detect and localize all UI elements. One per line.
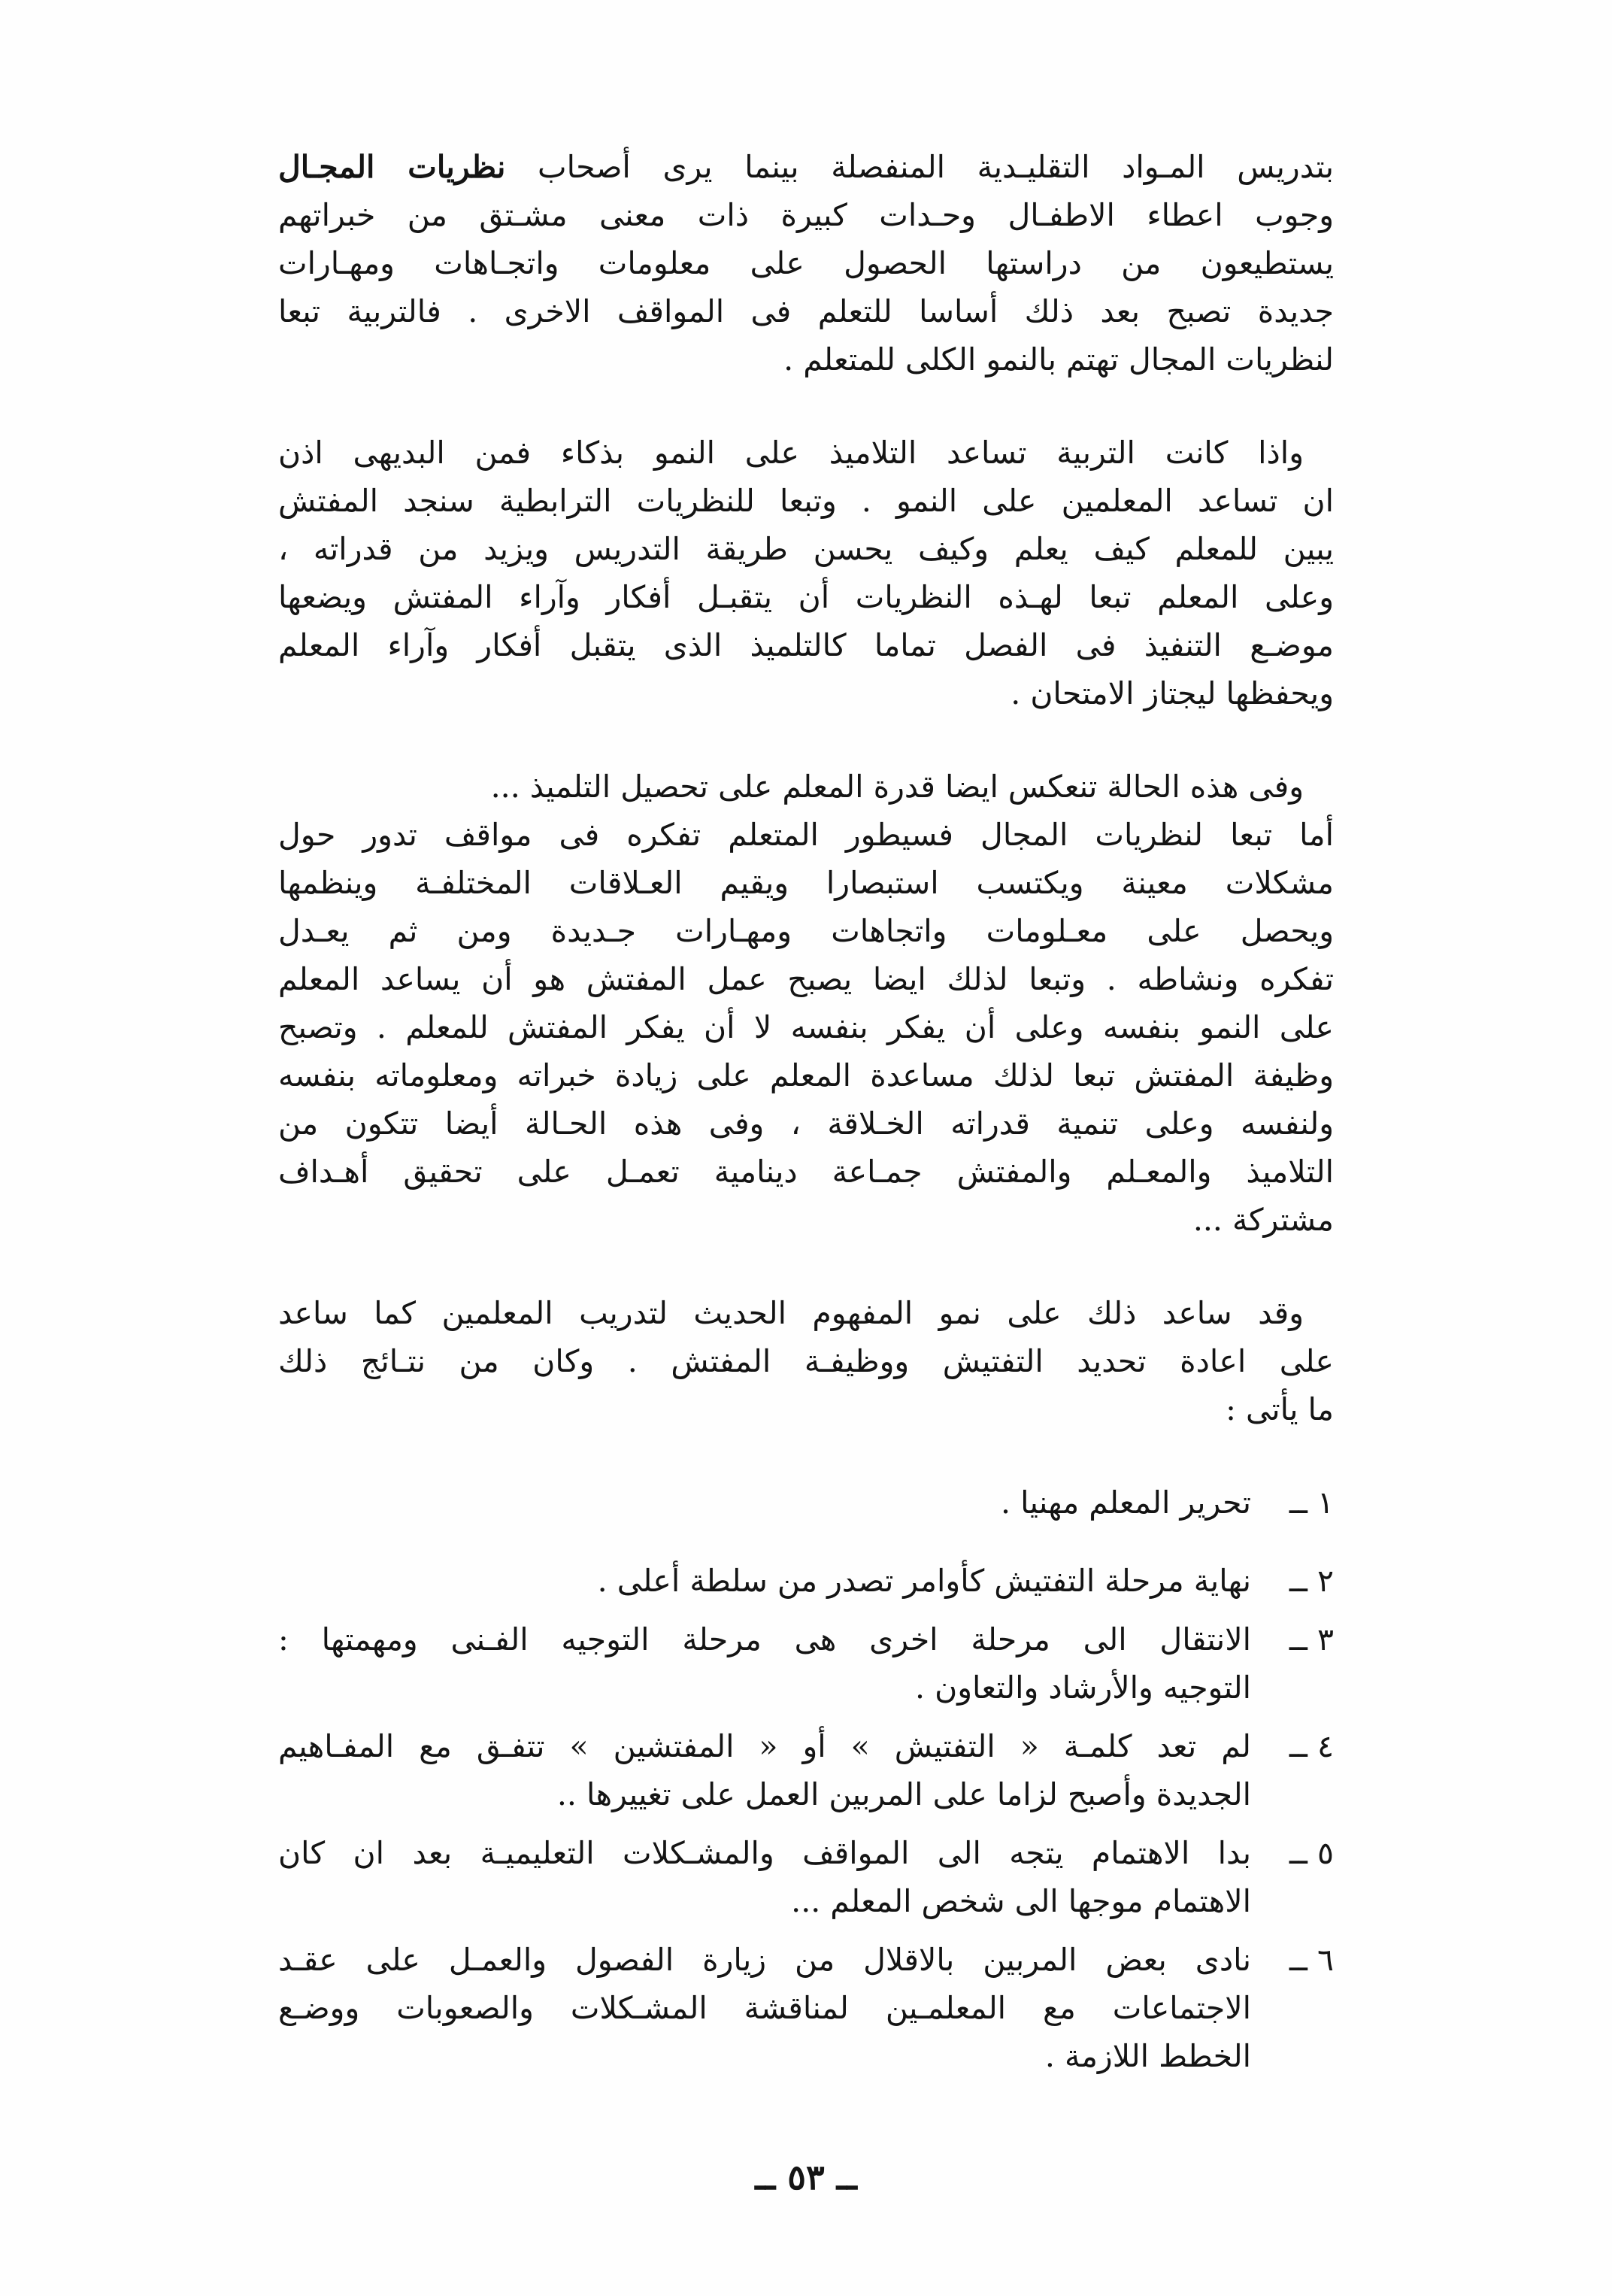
list-item-text	[278, 1479, 1251, 1527]
list-item	[278, 1722, 1334, 1818]
paragraph-2-line: ان تساعد المعلمين على النمو . وتبعا للنظريات الترابطية سنجد المفتش	[278, 483, 1334, 519]
list-number: ٥ ــ	[1289, 1835, 1334, 1871]
list-item-text	[278, 1722, 1251, 1818]
paragraph-3-line: وظيفة المفتش تبعا لذلك مساعدة المعلم على زيادة خبراته ومعلوماته بنفسه	[278, 1057, 1334, 1093]
list-number: ٣ ــ	[1289, 1621, 1334, 1658]
list-number: ١ ــ	[1289, 1485, 1334, 1521]
list-item	[278, 1557, 1334, 1605]
paragraph-3-line: تفكره ونشاطه . وتبعا لذلك ايضا يصبح عمل المفتش هو أن يساعد المعلم	[278, 961, 1334, 997]
paragraph-3	[278, 763, 1334, 1244]
list-item-text	[278, 1615, 1251, 1712]
paragraph-2-line: ويحفظها ليجتاز الامتحان .	[1011, 675, 1334, 711]
list-item-line: التوجيه والأرشاد والتعاون .	[915, 1670, 1251, 1706]
paragraph-4-line: على اعادة تحديد التفتيش ووظيفـة المفتش . وكان من نتـائج ذلك	[278, 1343, 1334, 1379]
paragraph-4-line: ما يأتى :	[1226, 1391, 1334, 1427]
list-item-line: الاجتماعات مع المعلمـين لمناقشة المشـكلات والصعوبات ووضـع	[278, 1990, 1251, 2026]
list-number: ٢ ــ	[1289, 1563, 1334, 1599]
list-number: ٤ ــ	[1289, 1728, 1334, 1764]
paragraph-1-line: جديدة تصبح بعد ذلك أساسا للتعلم فى المواقف الاخرى . فالتربية تبعا	[278, 293, 1334, 329]
paragraph-4-line: وقد ساعد ذلك على نمو المفهوم الحديث لتدريب المعلمين كما ساعد	[278, 1295, 1304, 1331]
paragraph-2-line: موضـع التنفيذ فى الفصل تماما كالتلميذ الذى يتقبل أفكار وآراء المعلم	[278, 627, 1334, 663]
paragraph-1-line	[278, 143, 1334, 191]
paragraph-1-line: يستطيعون من دراستها الحصول على معلومات واتجـاهات ومهـارات	[278, 245, 1334, 281]
paragraph-3-line: وفى هذه الحالة تنعكس ايضا قدرة المعلم على تحصيل التلميذ ...	[490, 769, 1304, 805]
paragraph-2-line: يبين للمعلم كيف يعلم وكيف يحسن طريقة التدريس ويزيد من قدراته ،	[278, 531, 1334, 567]
list-item-line: الخطط اللازمة .	[1044, 2038, 1251, 2074]
list-item-line: الجديدة وأصبح لزاما على المربين العمل على تغييرها ..	[556, 1776, 1251, 1812]
paragraph-3-line: مشتركة ...	[1192, 1202, 1334, 1238]
paragraph-1-line: لنظريات المجال تهتم بالنمو الكلى للمتعلم .	[783, 341, 1334, 378]
numbered-list	[278, 1479, 1334, 2080]
list-item-line: بدا الاهتمام يتجه الى المواقف والمشـكلات التعليميـة بعد ان كان	[278, 1835, 1251, 1871]
list-item-line: نادى بعض المربين بالاقلال من زيارة الفصول والعمـل على عقـد	[278, 1942, 1251, 1978]
list-item-text	[278, 1557, 1251, 1605]
paragraph-3-line: ويحصل على معـلومات واتجاهات ومهـارات جـديدة ومن ثم يعـدل	[278, 913, 1334, 949]
list-item-line: نهاية مرحلة التفتيش كأوامر تصدر من سلطة أعلى .	[597, 1563, 1251, 1599]
list-item	[278, 1829, 1334, 1925]
list-item-line: تحرير المعلم مهنيا .	[1001, 1485, 1251, 1521]
list-item-text	[278, 1829, 1251, 1925]
paragraph-1-line-start: بتدريس المـواد التقليـدية المنفصلة بينما يرى أصحاب	[505, 149, 1334, 185]
field-theories-term: نظريات المجـال	[278, 149, 506, 185]
paragraph-4	[278, 1289, 1334, 1433]
page-body	[278, 143, 1334, 2091]
list-number: ٦ ــ	[1289, 1942, 1334, 1978]
paragraph-1	[278, 143, 1334, 384]
list-item-line: لم تعد كلمـة « التفتيش » أو « المفتشين » تتفـق مع المفـاهيم	[278, 1728, 1251, 1764]
paragraph-1-line: وجوب اعطاء الاطفـال وحـدات كبيرة ذات معنى مشـتق من خبراتهم	[278, 197, 1334, 233]
list-item	[278, 1615, 1334, 1712]
paragraph-3-line: مشكلات معينة ويكتسب استبصارا ويقيم العـلاقات المختلفـة وينظمها	[278, 865, 1334, 901]
paragraph-2-line: وعلى المعلم تبعا لهـذه النظريات أن يتقبـل أفكار وآراء المفتش ويضعها	[278, 579, 1334, 615]
paragraph-3-line: التلاميذ والمعـلم والمفتش جمـاعة دينامية تعمـل على تحقيق أهـداف	[278, 1154, 1334, 1190]
list-item	[278, 1936, 1334, 2080]
page-number: ــ ٥٣ ــ	[755, 2157, 857, 2197]
paragraph-3-line: ولنفسه وعلى تنمية قدراته الخـلاقة ، وفى هذه الحـالة أيضا تتكون من	[278, 1106, 1334, 1142]
list-item-text	[278, 1936, 1251, 2080]
list-item	[278, 1479, 1334, 1527]
list-item-line: الانتقال الى مرحلة اخرى هى مرحلة التوجيه الفـنى ومهمتها :	[278, 1621, 1251, 1658]
paragraph-2-line: واذا كانت التربية تساعد التلاميذ على النمو بذكاء فمن البديهى اذن	[278, 435, 1304, 471]
paragraph-3-line: أما تبعا لنظريات المجال فسيطور المتعلم تفكره فى مواقف تدور حول	[278, 817, 1334, 853]
list-item-line: الاهتمام موجها الى شخص المعلم ...	[791, 1883, 1251, 1919]
paragraph-2	[278, 429, 1334, 717]
paragraph-3-line: على النمو بنفسه وعلى أن يفكر بنفسه لا أن يفكر المفتش للمعلم . وتصبح	[278, 1009, 1334, 1045]
